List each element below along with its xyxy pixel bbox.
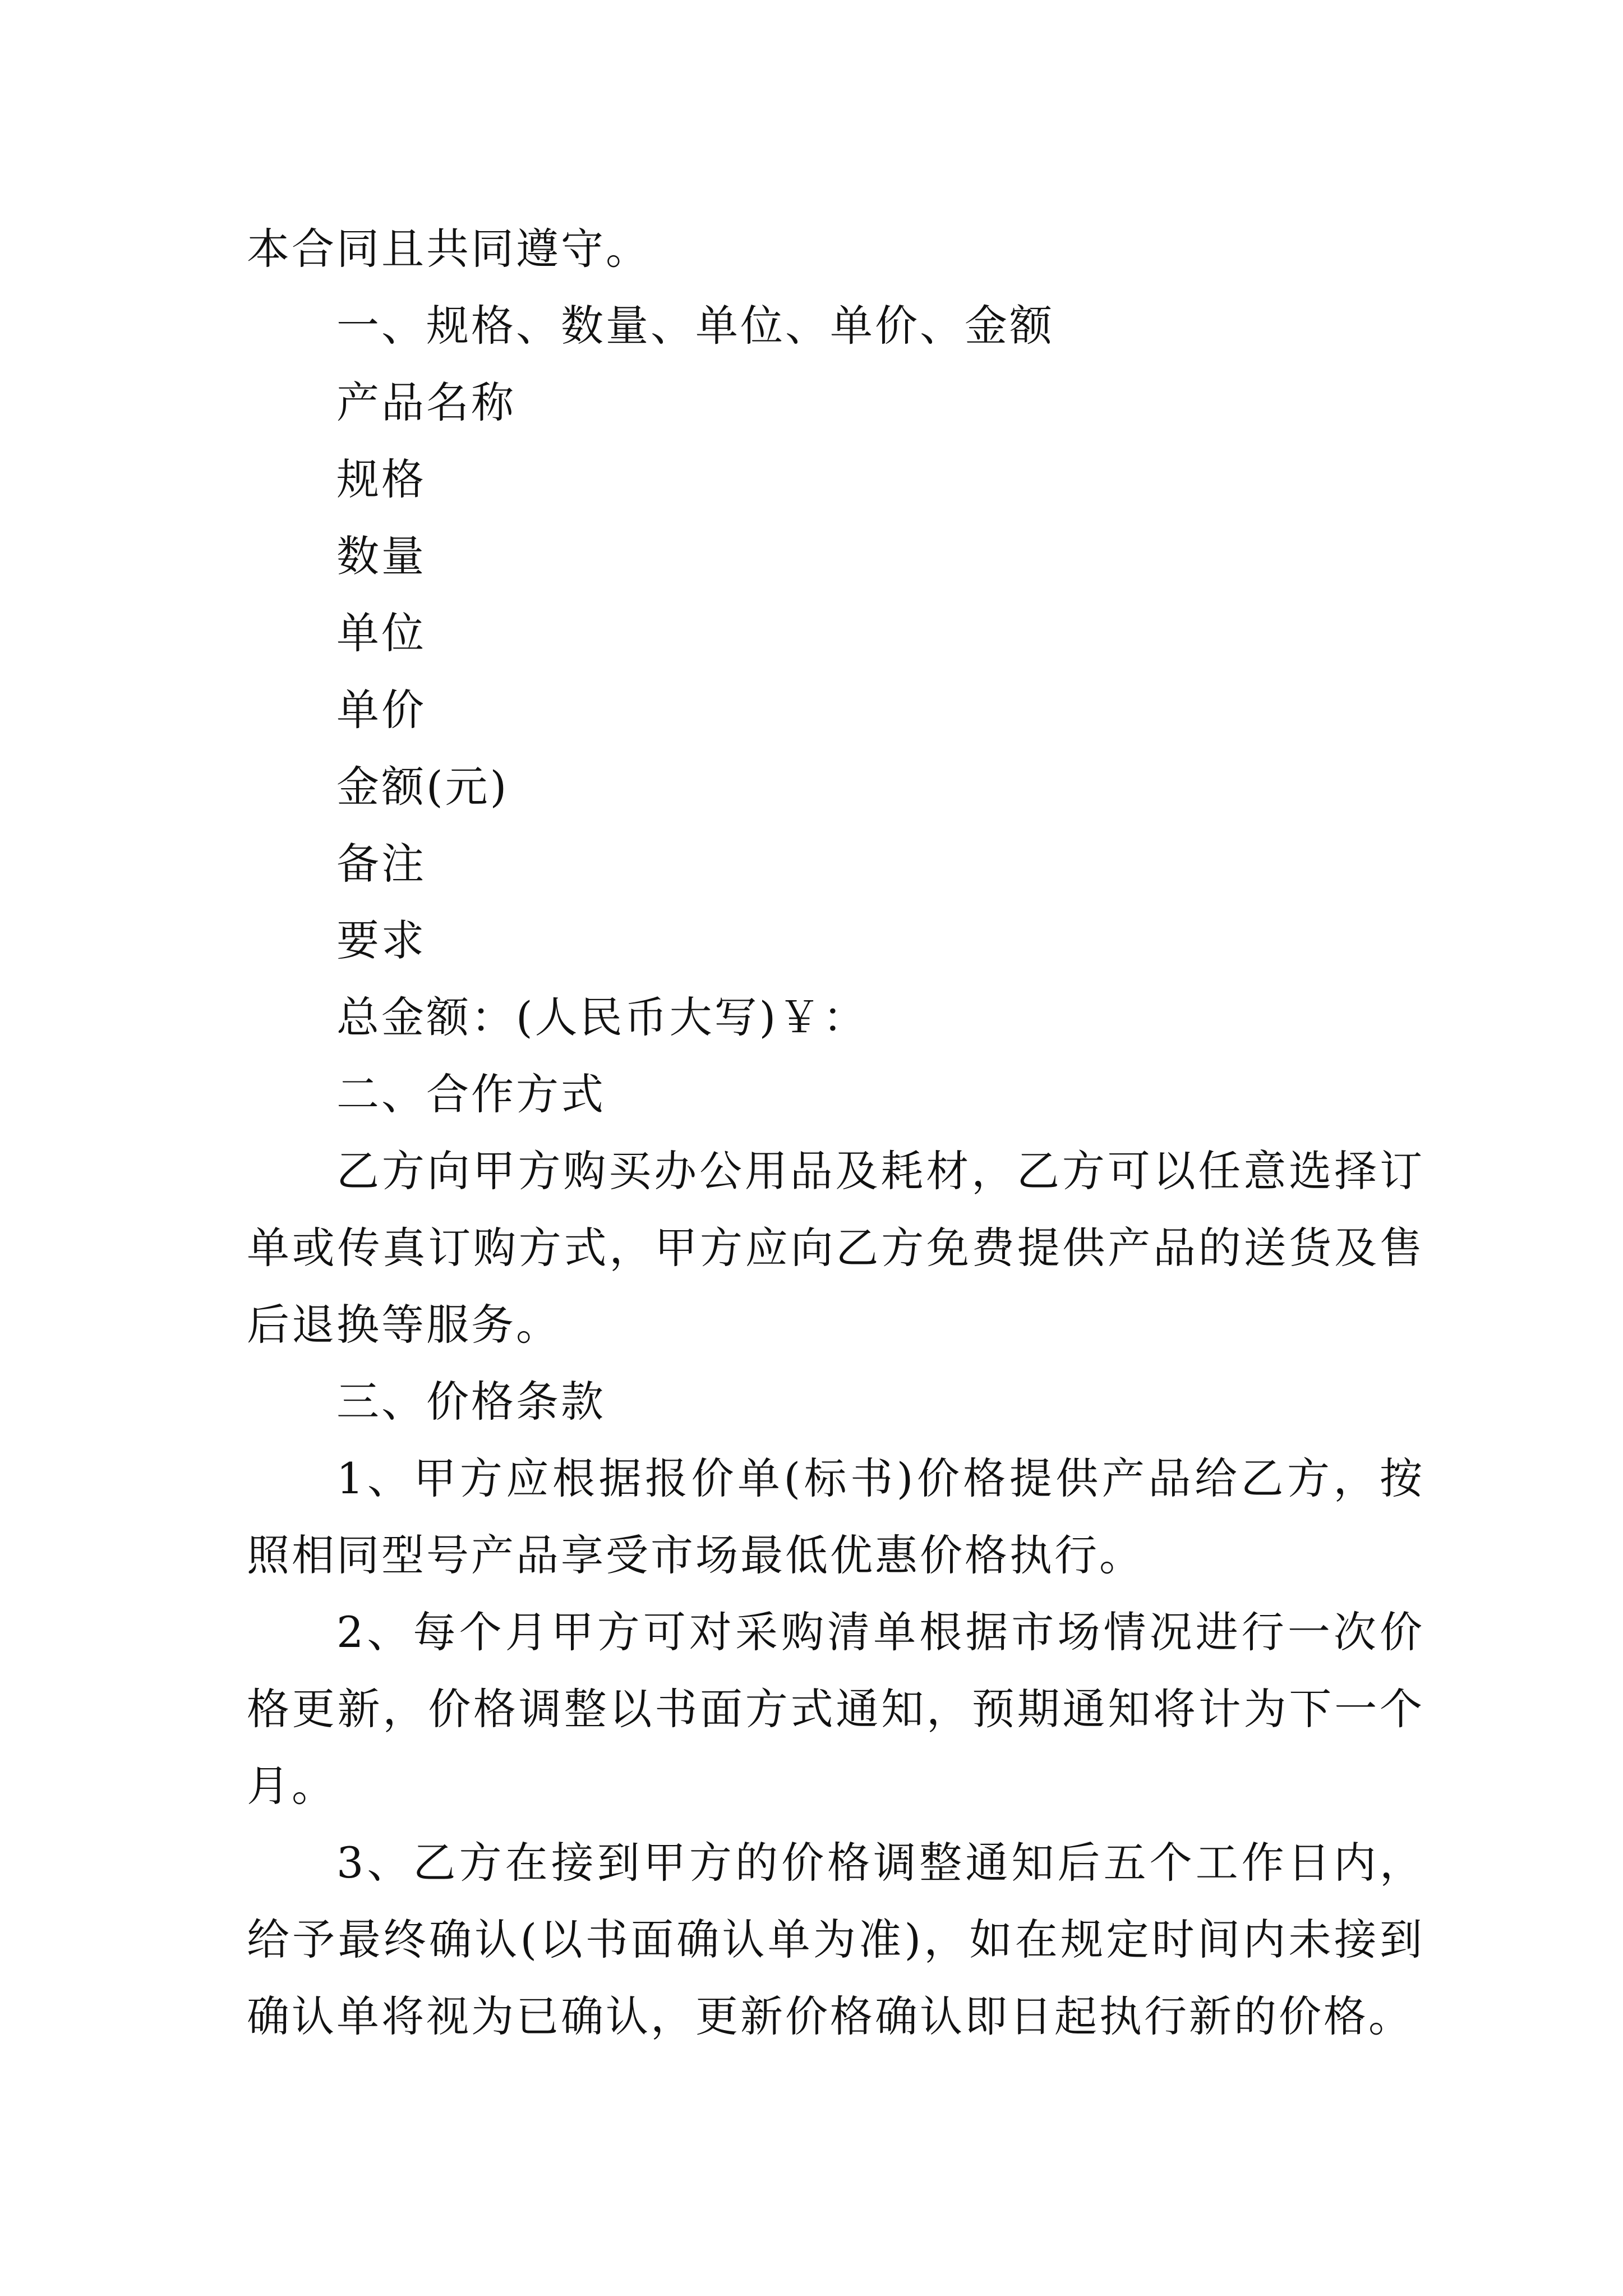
section-heading-pricing: 三、价格条款 [336, 1377, 606, 1427]
paragraph-pricing-2: 2、每个月甲方可对采购清单根据市场情况进行一次价格更新，价格调整以书面方式通知，预期通知将计为下一个月。 [247, 1607, 1424, 1811]
field-amount: 金额(元) [336, 762, 509, 812]
paragraph-continuation: 本合同且共同遵守。 [247, 224, 651, 274]
field-requirements: 要求 [336, 915, 426, 965]
field-spec: 规格 [336, 454, 426, 504]
paragraph-cooperation: 乙方向甲方购买办公用品及耗材，乙方可以任意选择订单或传真订购方式，甲方应向乙方免费提供产品的送货及售后退换等服务。 [247, 1146, 1424, 1350]
paragraph-pricing-1: 1、甲方应根据报价单(标书)价格提供产品给乙方，按照相同型号产品享受市场最低优惠价格执行。 [247, 1453, 1424, 1580]
document-body [247, 210, 1424, 2055]
field-unit: 单位 [336, 608, 426, 658]
paragraph-pricing-3: 3、乙方在接到甲方的价格调整通知后五个工作日内，给予最终确认(以书面确认单为准)，如在规定时间内未接到确认单将视为已确认，更新价格确认即日起执行新的价格。 [247, 1838, 1424, 2041]
section-heading-cooperation: 二、合作方式 [336, 1069, 606, 1119]
field-quantity: 数量 [336, 531, 426, 581]
field-total-amount: 总金额：(人民币大写)￥： [336, 992, 868, 1042]
section-heading-specs: 一、规格、数量、单位、单价、金额 [336, 301, 1054, 351]
field-unit-price: 单价 [336, 685, 426, 735]
field-product-name: 产品名称 [336, 378, 516, 427]
field-remarks: 备注 [336, 839, 426, 889]
